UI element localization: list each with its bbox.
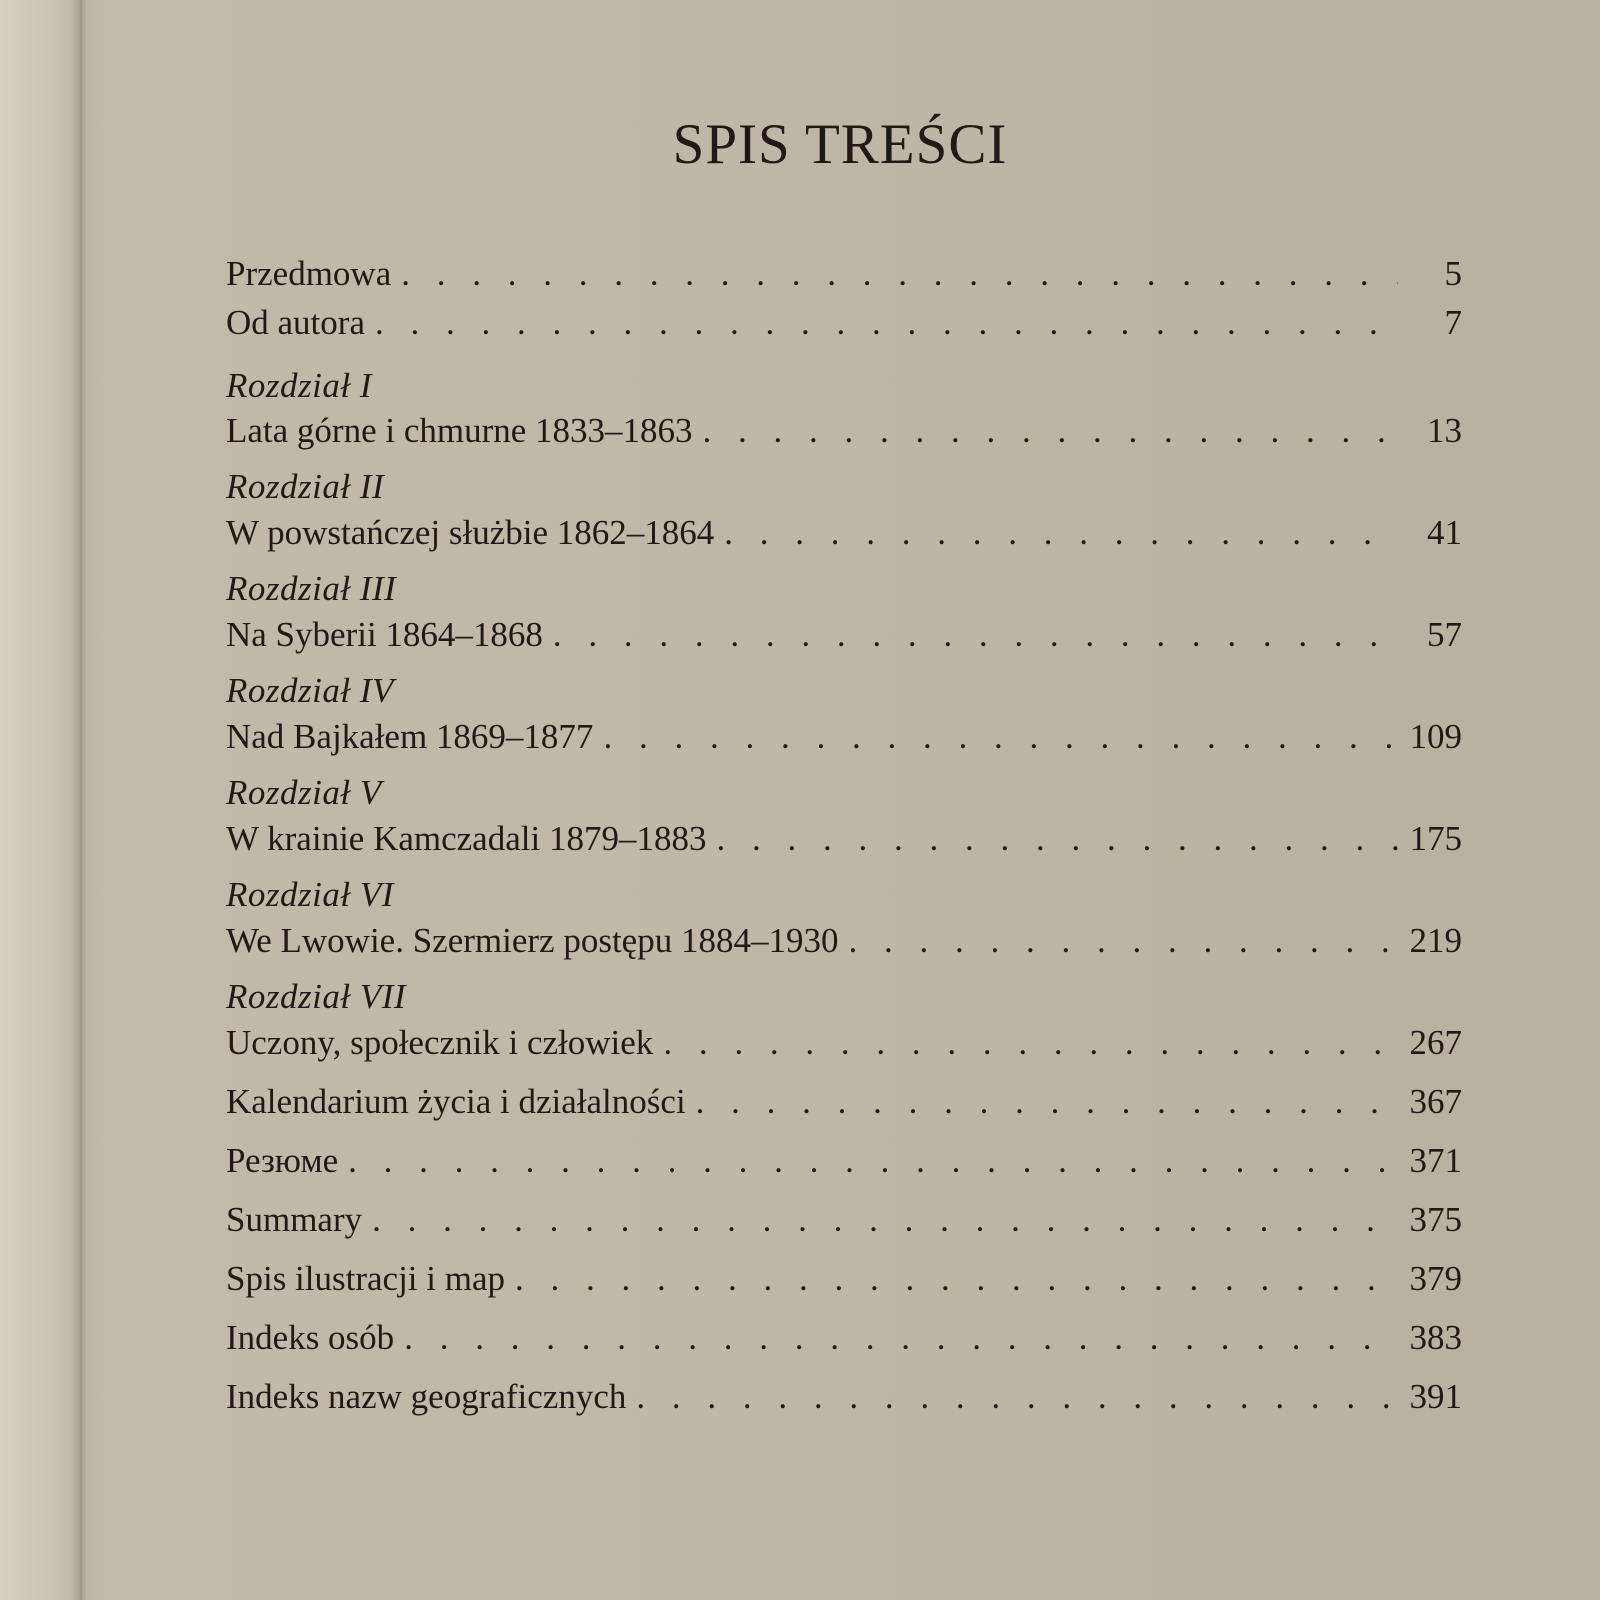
toc-entry-chapter-1[interactable]	[226, 409, 1462, 453]
toc-entry-chapter-4[interactable]	[226, 715, 1462, 759]
toc-entry-przedmowa[interactable]	[226, 252, 1462, 296]
toc-entry-kalendarium[interactable]	[226, 1080, 1462, 1124]
toc-entry-summary[interactable]	[226, 1198, 1462, 1242]
dot-leader	[848, 919, 1398, 963]
dot-leader	[663, 1021, 1398, 1065]
dot-leader	[636, 1375, 1398, 1419]
toc-entry-label: Резюме	[226, 1141, 339, 1180]
page-edge	[80, 0, 82, 1600]
toc-page-number: 219	[1409, 921, 1462, 960]
toc-entry-label: Lata górne i chmurne 1833–1863	[226, 411, 693, 450]
dot-leader	[404, 1316, 1398, 1360]
toc-page-number: 371	[1409, 1141, 1462, 1180]
toc-entry-label: Spis ilustracji i map	[226, 1259, 506, 1298]
toc-entry-label: Indeks nazw geograficznych	[226, 1377, 627, 1416]
toc-entry-chapter-6[interactable]	[226, 919, 1462, 963]
chapter-heading-4: Rozdział IV	[226, 671, 394, 710]
dot-leader	[696, 1080, 1398, 1124]
dot-leader	[553, 613, 1398, 657]
dot-leader	[716, 817, 1398, 861]
toc-page-number: 379	[1409, 1259, 1462, 1298]
toc-page-number: 41	[1427, 513, 1462, 552]
chapter-heading-7: Rozdział VII	[226, 977, 407, 1016]
dot-leader	[375, 301, 1398, 345]
toc-page-number: 57	[1427, 615, 1462, 654]
toc-entry-chapter-5[interactable]	[226, 817, 1462, 861]
dot-leader	[603, 715, 1398, 759]
chapter-heading-3: Rozdział III	[226, 569, 397, 608]
chapter-heading-6: Rozdział VI	[226, 875, 394, 914]
toc-entry-label: Przedmowa	[226, 254, 392, 293]
dot-leader	[401, 252, 1398, 296]
toc-page-number: 109	[1409, 717, 1462, 756]
toc-entry-label: W krainie Kamczadali 1879–1883	[226, 819, 707, 858]
toc-entry-label: Na Syberii 1864–1868	[226, 615, 543, 654]
toc-page-number: 267	[1409, 1023, 1462, 1062]
toc-entry-label: W powstańczej służbie 1862–1864	[226, 513, 715, 552]
toc-entry-label: Uczony, społecznik i człowiek	[226, 1023, 654, 1062]
toc-entry-label: Kalendarium życia i działalności	[226, 1082, 686, 1121]
chapter-heading-5: Rozdział V	[226, 773, 382, 812]
toc-page-number: 391	[1409, 1377, 1462, 1416]
dot-leader	[348, 1139, 1398, 1183]
toc-entry-chapter-2[interactable]	[226, 511, 1462, 555]
toc-page-number: 13	[1427, 411, 1462, 450]
toc-page-number: 375	[1409, 1200, 1462, 1239]
toc-entry-label: Indeks osób	[226, 1318, 395, 1357]
toc-entry-indeks-nazw[interactable]	[226, 1375, 1462, 1419]
dot-leader	[515, 1257, 1398, 1301]
toc-entry-spis-ilustracji[interactable]	[226, 1257, 1462, 1301]
toc-entry-label: Od autora	[226, 303, 365, 342]
table-of-contents	[226, 0, 1462, 1600]
dot-leader	[703, 409, 1398, 453]
toc-entry-indeks-osob[interactable]	[226, 1316, 1462, 1360]
toc-page-number: 5	[1444, 254, 1462, 293]
toc-entry-label: Summary	[226, 1200, 363, 1239]
toc-entry-chapter-3[interactable]	[226, 613, 1462, 657]
dot-leader	[724, 511, 1398, 555]
book-spine	[0, 0, 86, 1600]
toc-entry-chapter-7[interactable]	[226, 1021, 1462, 1065]
toc-entry-label: Nad Bajkałem 1869–1877	[226, 717, 594, 756]
toc-entry-resume[interactable]	[226, 1139, 1462, 1183]
page-title: SPIS TREŚCI	[672, 113, 1008, 176]
chapter-heading-1: Rozdział I	[226, 366, 372, 405]
toc-entry-od-autora[interactable]	[226, 301, 1462, 345]
toc-page-number: 175	[1409, 819, 1462, 858]
toc-entry-label: We Lwowie. Szermierz postępu 1884–1930	[226, 921, 839, 960]
toc-page-number: 367	[1409, 1082, 1462, 1121]
dot-leader	[372, 1198, 1398, 1242]
toc-page-number: 7	[1444, 303, 1462, 342]
toc-page-number: 383	[1409, 1318, 1462, 1357]
chapter-heading-2: Rozdział II	[226, 467, 385, 506]
